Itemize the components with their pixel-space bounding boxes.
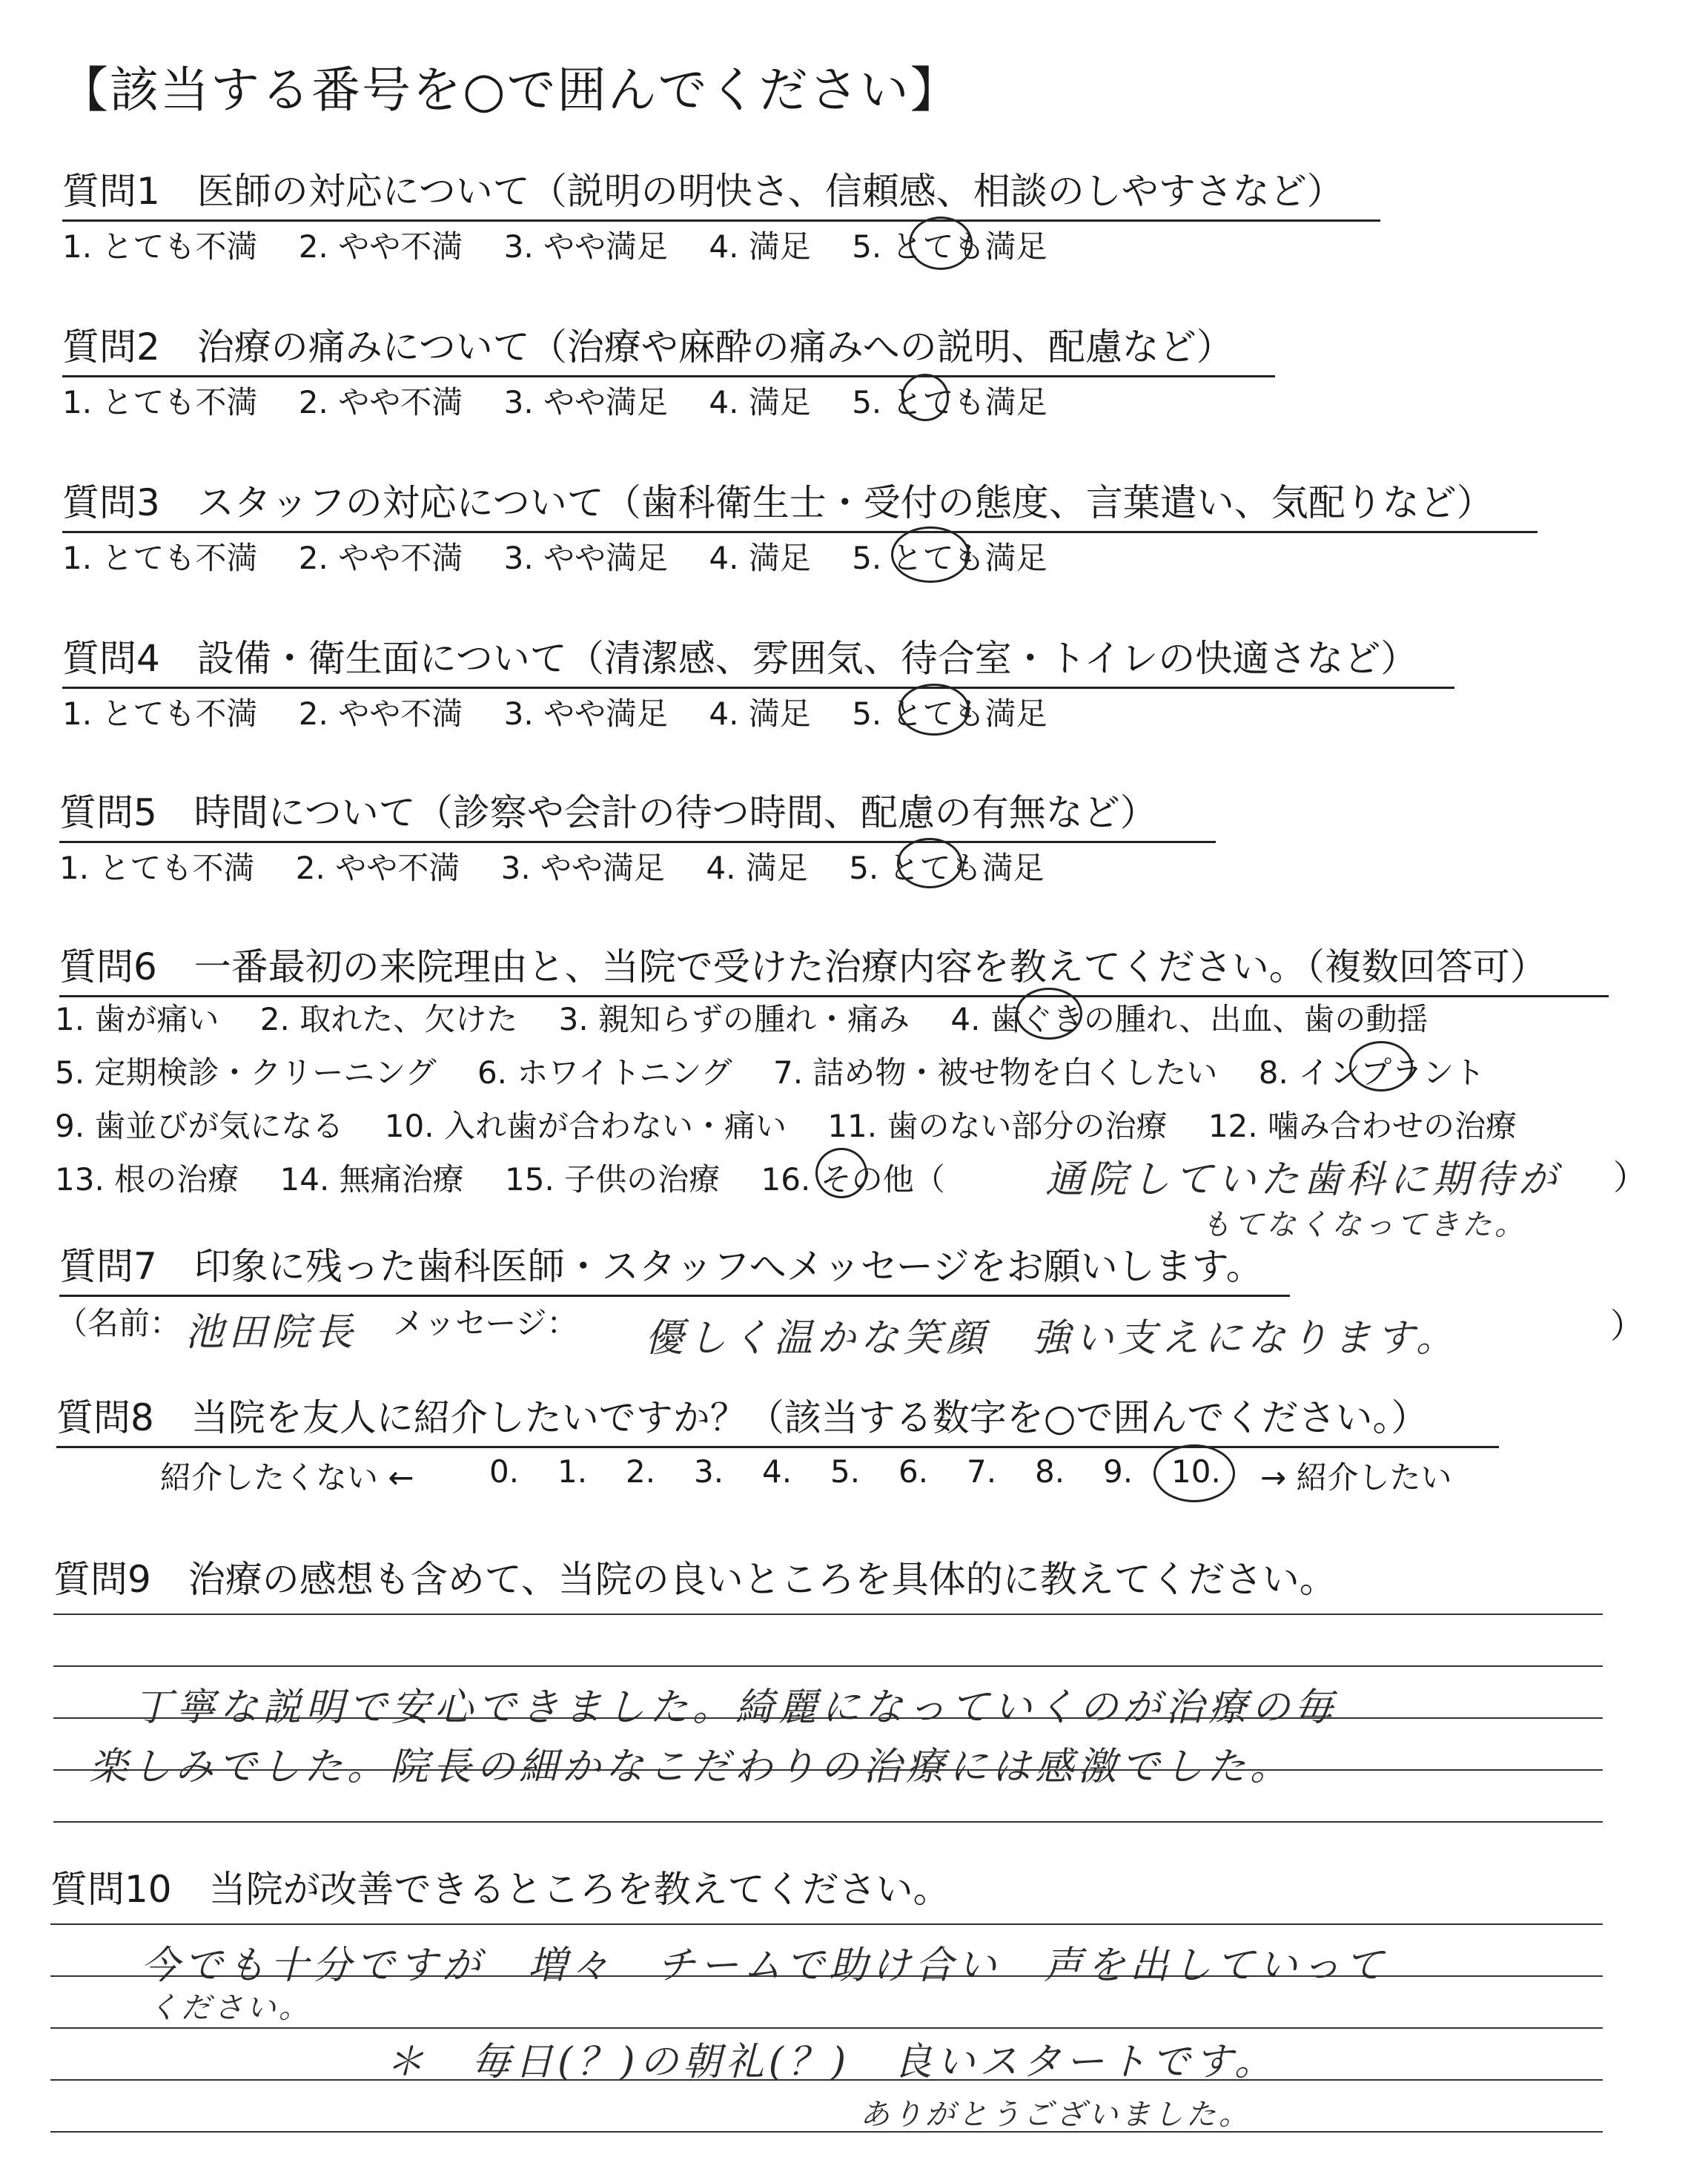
q9-answer-rule-1 xyxy=(53,1614,1603,1615)
q6-other-text-line2: もてなくなってきた。 xyxy=(1201,1208,1527,1242)
q9-heading: 質問9 治療の感想も含めて、当院の良いところを具体的に教えてください。 xyxy=(53,1558,1337,1601)
q6-opt12: 12. 噛み合わせの治療 xyxy=(1208,1108,1517,1144)
q2-options xyxy=(62,378,1047,423)
q4-opt3: 3. やや満足 xyxy=(503,696,669,732)
q8-scale-9: 9. xyxy=(1103,1453,1133,1490)
q2-opt4: 4. 満足 xyxy=(709,384,811,420)
q1-opt4: 4. 満足 xyxy=(709,228,811,265)
q7-message-label: メッセージ： xyxy=(393,1305,578,1341)
q9-answer-line2: 楽しみでした。院長の細かなこだわりの治療には感激でした。 xyxy=(89,1745,1294,1789)
q6-row1 xyxy=(55,995,1428,1040)
q8-scale-3: 3. xyxy=(694,1453,724,1490)
q4-opt5: 5. とても満足 xyxy=(852,696,1047,732)
q6-opt10: 10. 入れ歯が合わない・痛い xyxy=(384,1108,787,1144)
q4-heading: 質問4 設備・衛生面について（清潔感、雰囲気、待合室・トイレの快適さなど） xyxy=(62,629,1454,689)
q6-opt5: 5. 定期検診・クリーニング xyxy=(55,1054,437,1091)
q6-opt11: 11. 歯のない部分の治療 xyxy=(827,1108,1168,1144)
q8-left-label: 紹介したくない ← xyxy=(160,1459,414,1496)
q10-answer-rule-3 xyxy=(50,2027,1603,2029)
q10-answer-rule-1 xyxy=(50,1923,1603,1925)
q10-answer-line4: ありがとうございました。 xyxy=(860,2098,1251,2132)
q4-opt4: 4. 満足 xyxy=(709,696,811,732)
q6-opt9: 9. 歯並びが気になる xyxy=(55,1108,344,1144)
q6-opt14: 14. 無痛治療 xyxy=(279,1161,464,1198)
q7-name-value: 池田院長 xyxy=(185,1310,358,1355)
q7-message-value: 優しく温かな笑顔 強い支えになります。 xyxy=(645,1316,1459,1361)
q8-heading: 質問8 当院を友人に紹介したいですか？（該当する数字を○で囲んでください。） xyxy=(56,1388,1499,1448)
q6-opt7: 7. 詰め物・被せ物を白くしたい xyxy=(772,1054,1218,1091)
q8-scale-4: 4. xyxy=(762,1453,792,1490)
q3-heading: 質問3 スタッフの対応について（歯科衛生士・受付の態度、言葉遣い、気配りなど） xyxy=(62,473,1537,533)
q2-opt1: 1. とても不満 xyxy=(62,384,258,420)
q7-close-paren: ） xyxy=(1610,1306,1644,1346)
q6-opt3: 3. 親知らずの腫れ・痛み xyxy=(558,1001,910,1037)
q1-opt5: 5. とても満足 xyxy=(852,228,1047,265)
q6-selection-circle-16 xyxy=(815,1148,867,1198)
q3-opt1: 1. とても不満 xyxy=(62,540,258,576)
q6-other-text-line1: 通院していた歯科に期待が xyxy=(1045,1157,1562,1202)
q10-heading: 質問10 当院が改善できるところを教えてください。 xyxy=(50,1868,950,1911)
q4-selection-circle xyxy=(898,684,970,736)
q9-answer-rule-2 xyxy=(53,1665,1603,1667)
q6-opt1: 1. 歯が痛い xyxy=(55,1001,219,1037)
q8-scale-7: 7. xyxy=(967,1453,997,1490)
q5-selection-circle xyxy=(897,838,962,888)
q4-opt1: 1. とても不満 xyxy=(62,696,258,732)
q5-opt2: 2. やや不満 xyxy=(295,850,460,886)
q9-answer-rule-5 xyxy=(53,1821,1603,1823)
q4-opt2: 2. やや不満 xyxy=(298,696,463,732)
q6-selection-circle-4 xyxy=(1016,988,1082,1040)
q5-opt1: 1. とても不満 xyxy=(59,850,255,886)
q3-selection-circle xyxy=(891,526,970,583)
q6-opt16: 16. その他（ xyxy=(761,1161,945,1198)
q5-opt4: 4. 満足 xyxy=(706,850,808,886)
q3-opt3: 3. やや満足 xyxy=(503,540,669,576)
q8-scale-0: 0. xyxy=(489,1453,520,1490)
q7-heading: 質問7 印象に残った歯科医師・スタッフへメッセージをお願いします。 xyxy=(59,1237,1290,1297)
q2-opt5: 5. とても満足 xyxy=(852,384,1047,420)
q6-row2 xyxy=(55,1048,1485,1093)
q6-close-paren: ） xyxy=(1613,1157,1647,1198)
q10-answer-line1: 今でも十分ですが 増々 チームで助け合い 声を出していって xyxy=(141,1943,1388,1988)
q5-heading: 質問5 時間について（診察や会計の待つ時間、配慮の有無など） xyxy=(59,783,1216,843)
q6-opt6: 6. ホワイトニング xyxy=(477,1054,732,1091)
q6-opt2: 2. 取れた、欠けた xyxy=(259,1001,518,1037)
q10-answer-line2: ください。 xyxy=(148,1991,311,2025)
page-title: 【該当する番号を○で囲んでください】 xyxy=(59,62,961,119)
q8-scale-8: 8. xyxy=(1035,1453,1065,1490)
q3-opt2: 2. やや不満 xyxy=(298,540,463,576)
q10-answer-rule-5 xyxy=(50,2131,1603,2133)
q2-opt3: 3. やや満足 xyxy=(503,384,669,420)
q6-opt15: 15. 子供の治療 xyxy=(505,1161,721,1198)
q3-opt4: 4. 満足 xyxy=(709,540,811,576)
q2-selection-circle xyxy=(901,374,949,421)
q8-right-label: → 紹介したい xyxy=(1260,1459,1452,1496)
q1-opt2: 2. やや不満 xyxy=(298,228,463,265)
q8-scale xyxy=(489,1453,1239,1490)
q1-selection-circle xyxy=(909,217,973,270)
q5-opt3: 3. やや満足 xyxy=(500,850,666,886)
q6-row3 xyxy=(55,1102,1517,1146)
q1-opt3: 3. やや満足 xyxy=(503,228,669,265)
q1-options xyxy=(62,222,1047,267)
q5-opt5: 5. とても満足 xyxy=(849,850,1045,886)
q8-scale-1: 1. xyxy=(557,1453,588,1490)
q8-scale-10: 10. xyxy=(1171,1453,1221,1490)
q7-name-label: （名前： xyxy=(56,1305,182,1341)
q10-answer-line3: ＊ 毎日(？)の朝礼(？) 良いスタートです。 xyxy=(385,2040,1277,2084)
q6-opt13: 13. 根の治療 xyxy=(55,1161,239,1198)
q1-heading: 質問1 医師の対応について（説明の明快さ、信頼感、相談のしやすさなど） xyxy=(62,162,1380,222)
q8-scale-6: 6. xyxy=(898,1453,929,1490)
q2-opt2: 2. やや不満 xyxy=(298,384,463,420)
q6-heading: 質問6 一番最初の来院理由と、当院で受けた治療内容を教えてください。（複数回答可） xyxy=(59,937,1609,997)
q9-answer-line1: 丁寧な説明で安心できました。綺麗になっていくのが治療の毎 xyxy=(133,1685,1338,1730)
q8-selection-circle xyxy=(1153,1444,1235,1502)
q6-selection-circle-8 xyxy=(1349,1041,1413,1091)
q2-heading: 質問2 治療の痛みについて（治療や麻酔の痛みへの説明、配慮など） xyxy=(62,317,1275,377)
q6-opt8: 8. インプラント xyxy=(1258,1054,1486,1091)
q6-opt4: 4. 歯ぐきの腫れ、出血、歯の動揺 xyxy=(950,1001,1429,1037)
q8-scale-2: 2. xyxy=(626,1453,656,1490)
q1-opt1: 1. とても不満 xyxy=(62,228,258,265)
q3-opt5: 5. とても満足 xyxy=(852,540,1047,576)
q8-scale-5: 5. xyxy=(830,1453,861,1490)
q6-row4 xyxy=(55,1155,945,1200)
